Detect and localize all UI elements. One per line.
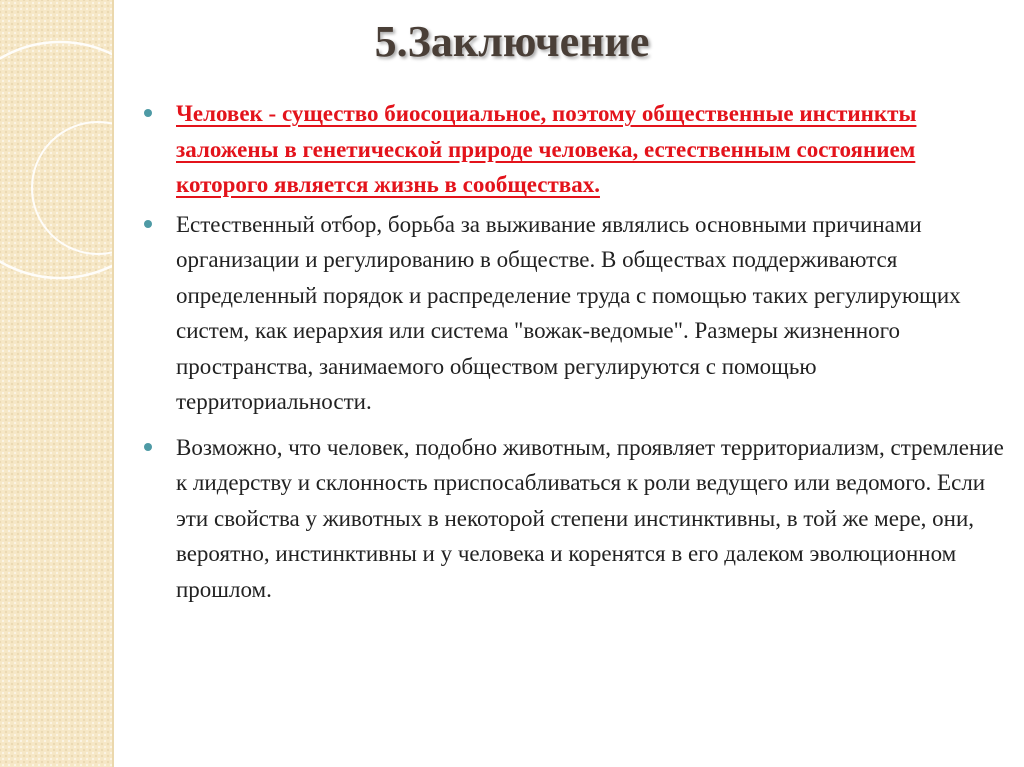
bullet-item-biosocial bbox=[142, 96, 1008, 203]
bullet-text: Естественный отбор, борьба за выживание являлись основными причинами организации и регулированию в обществе. В обществах поддерживаются определенный порядок и распределение труда с помощью таких регулирующих систем, как иерархия или система "вожак-ведомые". Размеры жизненного пространства, занимаемого обществом регулируются с помощью территориальности. bbox=[176, 211, 961, 414]
bullet-text: Человек - существо биосоциальное, поэтому общественные инстинкты заложены в генетической природе человека, естественным состоянием которого является жизнь в сообществах. bbox=[176, 101, 917, 197]
slide-title: 5.Заключение bbox=[374, 17, 650, 66]
bullet-dot-icon bbox=[144, 220, 152, 228]
bullet-dot-icon bbox=[144, 443, 152, 451]
decorative-circles-icon bbox=[0, 0, 112, 767]
bullet-item-territorialism bbox=[142, 430, 1008, 608]
bullet-text: Возможно, что человек, подобно животным, проявляет территориализм, стремление к лидерству и склонность приспосабливаться к роли ведущего или ведомого. Если эти свойства у животных в некоторой степени инстинктивны, в той же мере, они, вероятно, инстинктивны и у человека и коренятся в его далеком эволюционном прошлом. bbox=[176, 434, 1004, 602]
bullet-list bbox=[142, 96, 1008, 617]
decorative-side-panel bbox=[0, 0, 114, 767]
bullet-dot-icon bbox=[144, 109, 152, 117]
bullet-item-natural-selection bbox=[142, 207, 1008, 420]
